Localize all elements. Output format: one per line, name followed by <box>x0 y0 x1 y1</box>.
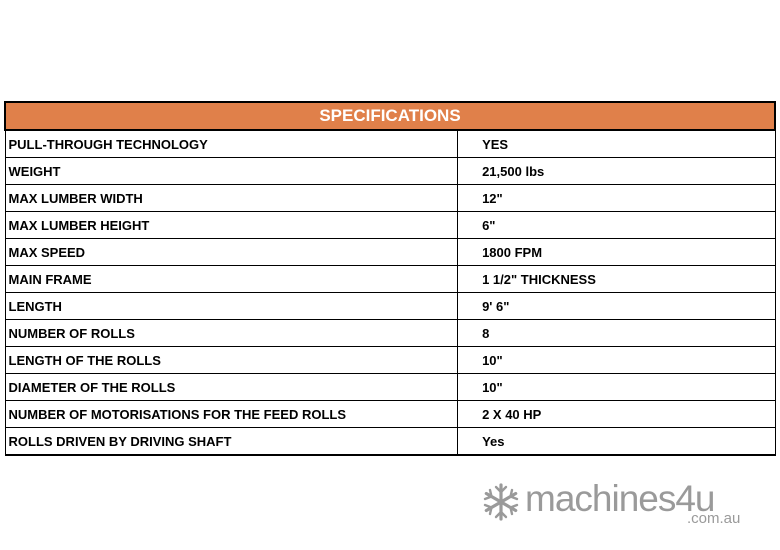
watermark-domain: .com.au <box>687 510 741 527</box>
spec-label: ROLLS DRIVEN BY DRIVING SHAFT <box>5 428 458 456</box>
watermark-brand: machines4u <box>525 478 715 519</box>
specifications-table <box>4 101 776 456</box>
table-row <box>5 347 775 374</box>
spec-value: 2 X 40 HP <box>458 401 775 428</box>
spec-value: 6" <box>458 212 775 239</box>
table-body <box>5 130 775 455</box>
table-row <box>5 374 775 401</box>
snowflake-logo-icon <box>481 482 521 522</box>
table-row <box>5 266 775 293</box>
spec-label: LENGTH OF THE ROLLS <box>5 347 458 374</box>
table-title: SPECIFICATIONS <box>5 102 775 130</box>
table-row <box>5 185 775 212</box>
spec-value: YES <box>458 130 775 158</box>
spec-value: 1 1/2" THICKNESS <box>458 266 775 293</box>
spec-label: WEIGHT <box>5 158 458 185</box>
spec-label: MAX SPEED <box>5 239 458 266</box>
spec-label: LENGTH <box>5 293 458 320</box>
spec-label: PULL-THROUGH TECHNOLOGY <box>5 130 458 158</box>
spec-value: 10" <box>458 374 775 401</box>
spec-label: MAX LUMBER WIDTH <box>5 185 458 212</box>
spec-label: MAIN FRAME <box>5 266 458 293</box>
spec-label: NUMBER OF ROLLS <box>5 320 458 347</box>
spec-label: NUMBER OF MOTORISATIONS FOR THE FEED ROLLS <box>5 401 458 428</box>
table-row <box>5 293 775 320</box>
spec-label: DIAMETER OF THE ROLLS <box>5 374 458 401</box>
spec-value: 10" <box>458 347 775 374</box>
table-row <box>5 158 775 185</box>
table-row <box>5 428 775 456</box>
spec-label: MAX LUMBER HEIGHT <box>5 212 458 239</box>
table-row <box>5 130 775 158</box>
spec-value: Yes <box>458 428 775 456</box>
watermark-logo <box>481 480 751 530</box>
table-header-row <box>5 102 775 130</box>
spec-value: 21,500 lbs <box>458 158 775 185</box>
spec-value: 1800 FPM <box>458 239 775 266</box>
spec-value: 9' 6" <box>458 293 775 320</box>
table-row <box>5 239 775 266</box>
table-row <box>5 401 775 428</box>
spec-value: 12" <box>458 185 775 212</box>
table-row <box>5 212 775 239</box>
spec-value: 8 <box>458 320 775 347</box>
table-row <box>5 320 775 347</box>
